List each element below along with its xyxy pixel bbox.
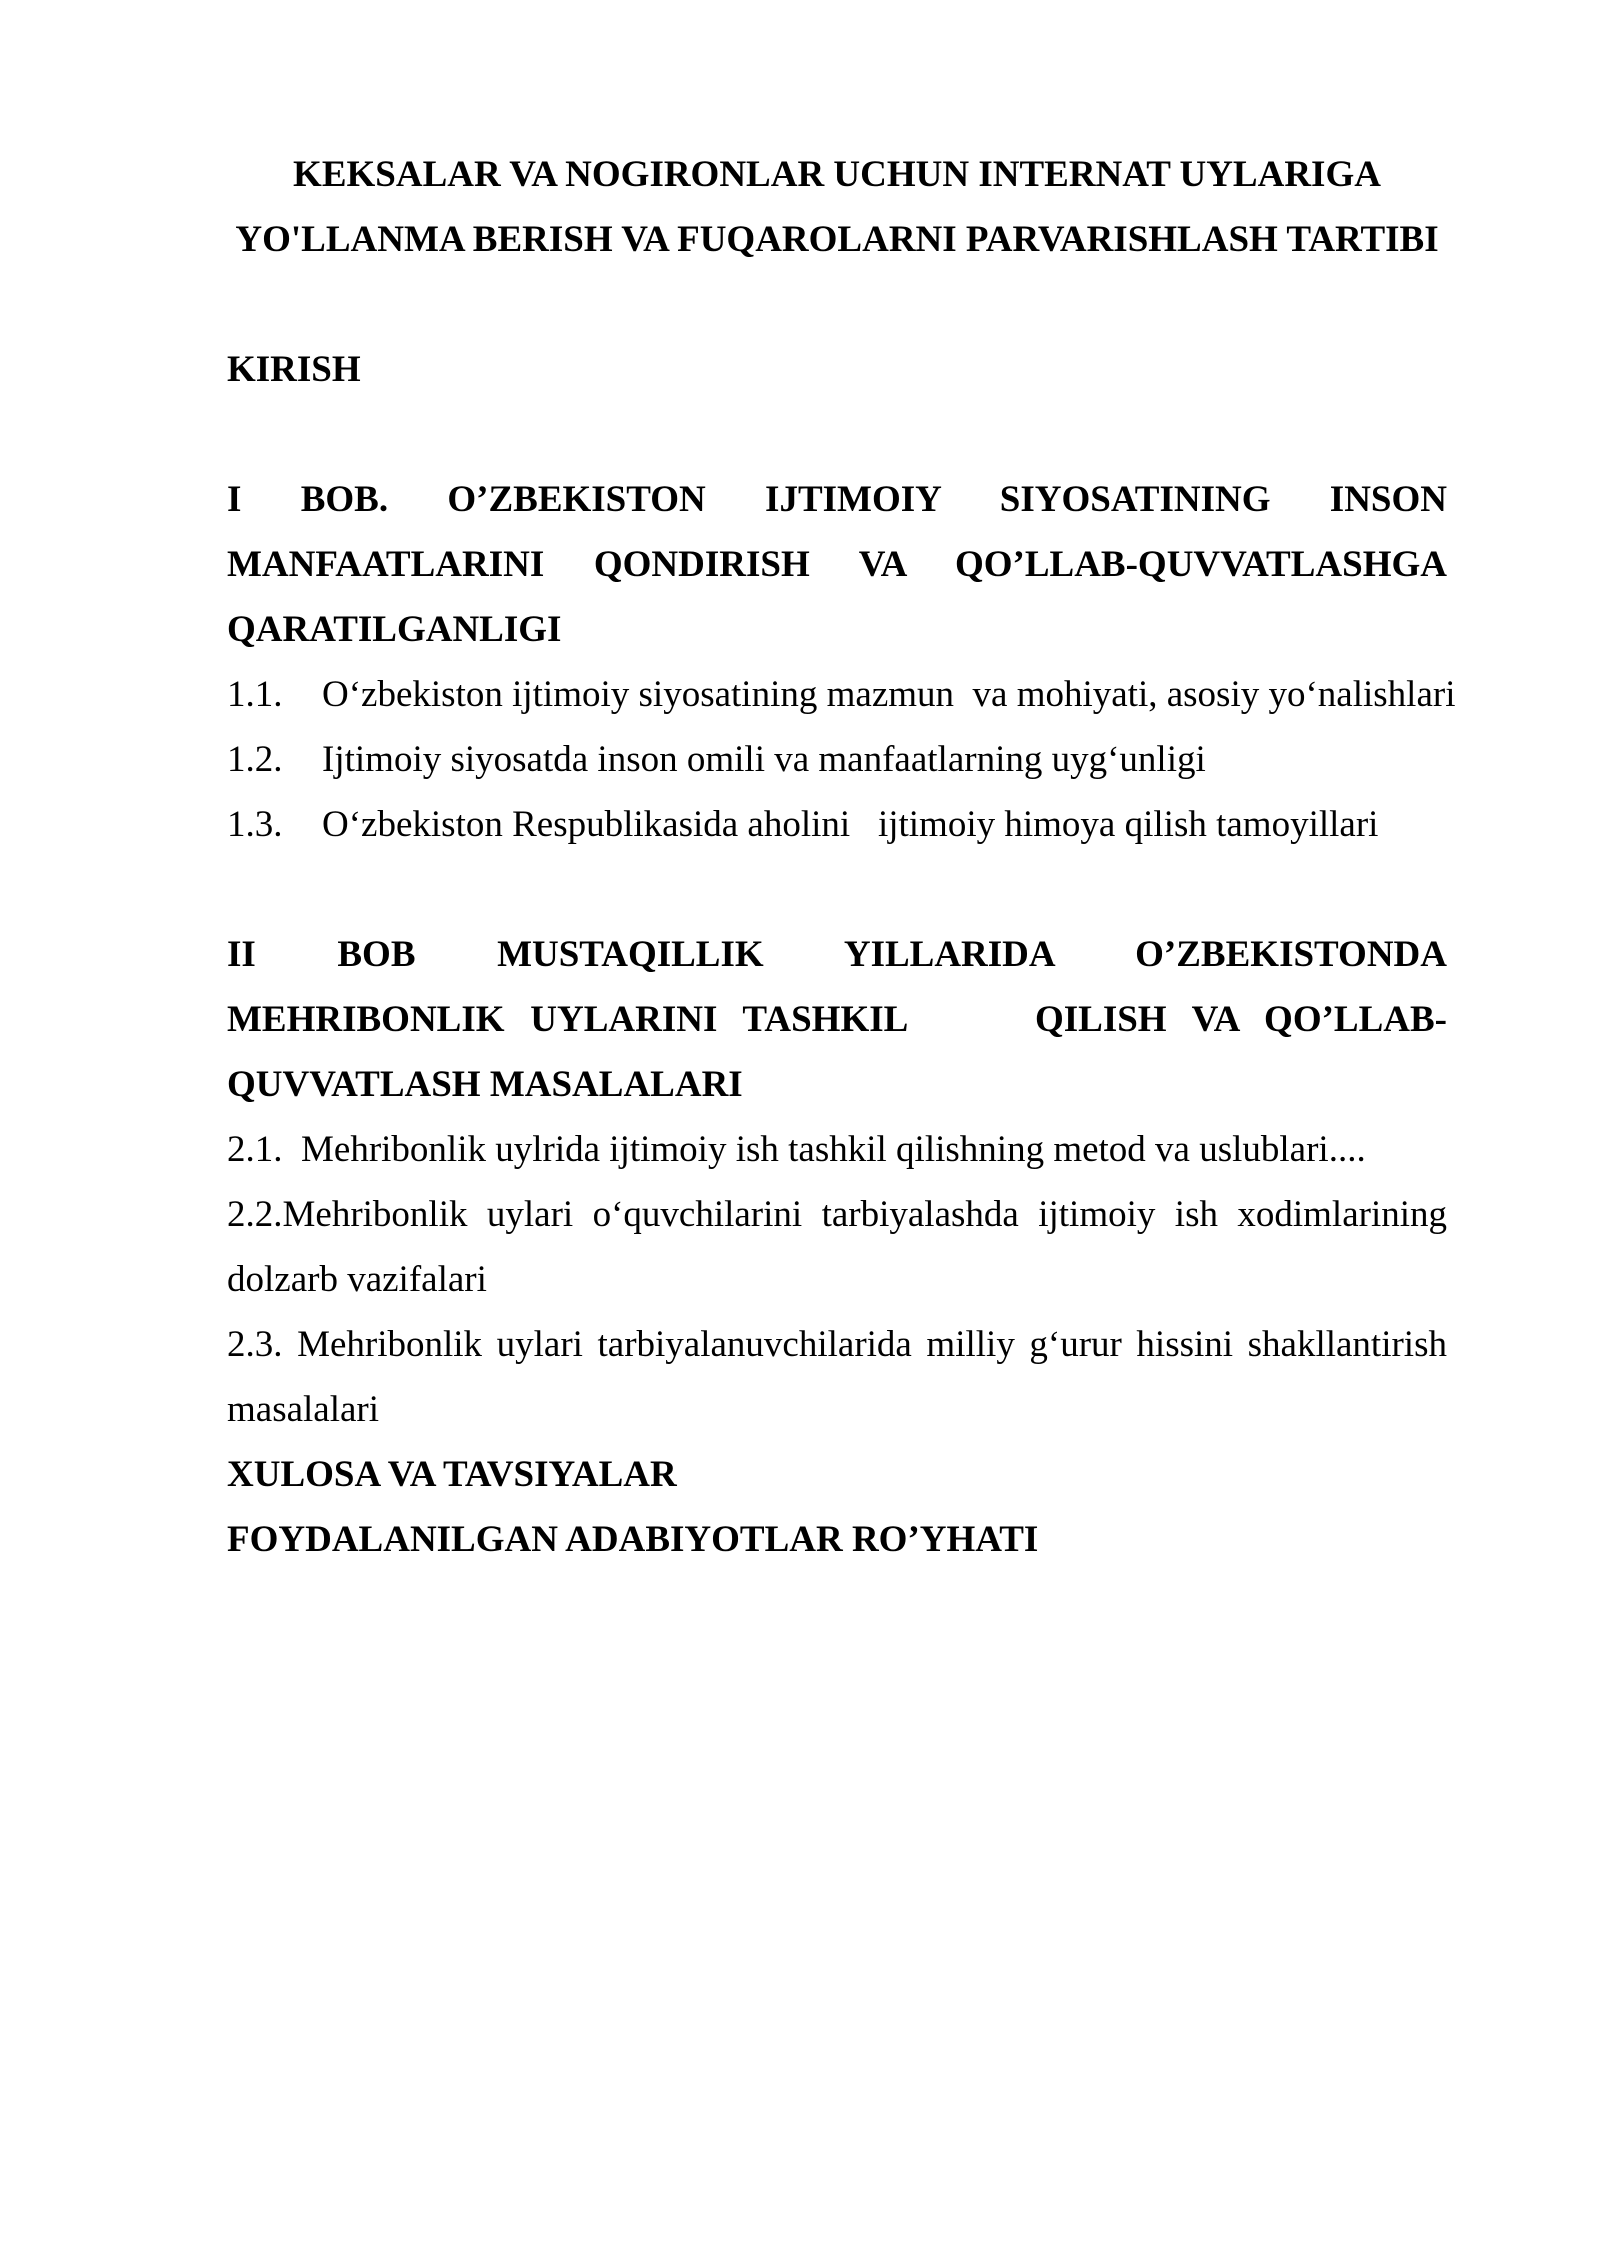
toc-item-2-2-line-1: 2.2.Mehribonlik uylari o‘quvchilarini tarbiyalashda ijtimoiy ish xodimlarining: [227, 1194, 1447, 1235]
heading-kirish: KIRISH: [227, 349, 361, 390]
doc-title-line-2: YO'LLANMA BERISH VA FUQAROLARNI PARVARISHLASH TARTIBI: [235, 219, 1439, 260]
spacer-line: [227, 857, 1447, 922]
item-number: 1.1.: [227, 674, 283, 715]
chapter2-heading-line-2: MEHRIBONLIK UYLARINI TASHKIL QILISH VA QO’LLAB-: [227, 999, 1447, 1040]
chapter2-heading-line-3: QUVVATLASH MASALALARI: [227, 1064, 743, 1105]
toc-item-1-3: [227, 792, 1447, 857]
item-text: Ijtimoiy siyosatda inson omili va manfaatlarning uyg‘unligi: [322, 739, 1206, 780]
toc-item-2-3-line-1: 2.3. Mehribonlik uylari tarbiyalanuvchilarida milliy g‘urur hissini shakllantirish: [227, 1324, 1447, 1365]
chapter1-heading-line-3: QARATILGANLIGI: [227, 609, 562, 650]
toc-item-2-3-line-2: masalalari: [227, 1389, 380, 1430]
doc-title-line-1: KEKSALAR VA NOGIRONLAR UCHUN INTERNAT UYLARIGA: [293, 154, 1381, 195]
toc-item-2-1: 2.1. Mehribonlik uylrida ijtimoiy ish tashkil qilishning metod va uslublari....: [227, 1129, 1366, 1170]
heading-adabiyotlar: FOYDALANILGAN ADABIYOTLAR RO’YHATI: [227, 1519, 1039, 1560]
toc-item-1-1: [227, 662, 1456, 727]
item-text: O‘zbekiston ijtimoiy siyosatining mazmun va mohiyati, asosiy yo‘nalishlari: [322, 674, 1456, 715]
heading-xulosa: XULOSA VA TAVSIYALAR: [227, 1454, 677, 1495]
item-number: 1.3.: [227, 804, 283, 845]
chapter2-heading-line-1: II BOB MUSTAQILLIK YILLARIDA O’ZBEKISTONDA: [227, 934, 1447, 975]
item-number: 1.2.: [227, 739, 283, 780]
toc-item-2-2-line-2: dolzarb vazifalari: [227, 1259, 487, 1300]
document-content: [227, 142, 1456, 1572]
toc-item-1-2: [227, 727, 1447, 792]
spacer-line: [227, 272, 1447, 337]
chapter1-heading-line-2: MANFAATLARINI QONDIRISH VA QO’LLAB-QUVVATLASHGA: [227, 544, 1447, 585]
chapter1-heading-line-1: I BOB. O’ZBEKISTON IJTIMOIY SIYOSATINING INSON: [227, 479, 1447, 520]
item-text: O‘zbekiston Respublikasida aholini ijtimoiy himoya qilish tamoyillari: [322, 804, 1379, 845]
spacer-line: [227, 402, 1447, 467]
